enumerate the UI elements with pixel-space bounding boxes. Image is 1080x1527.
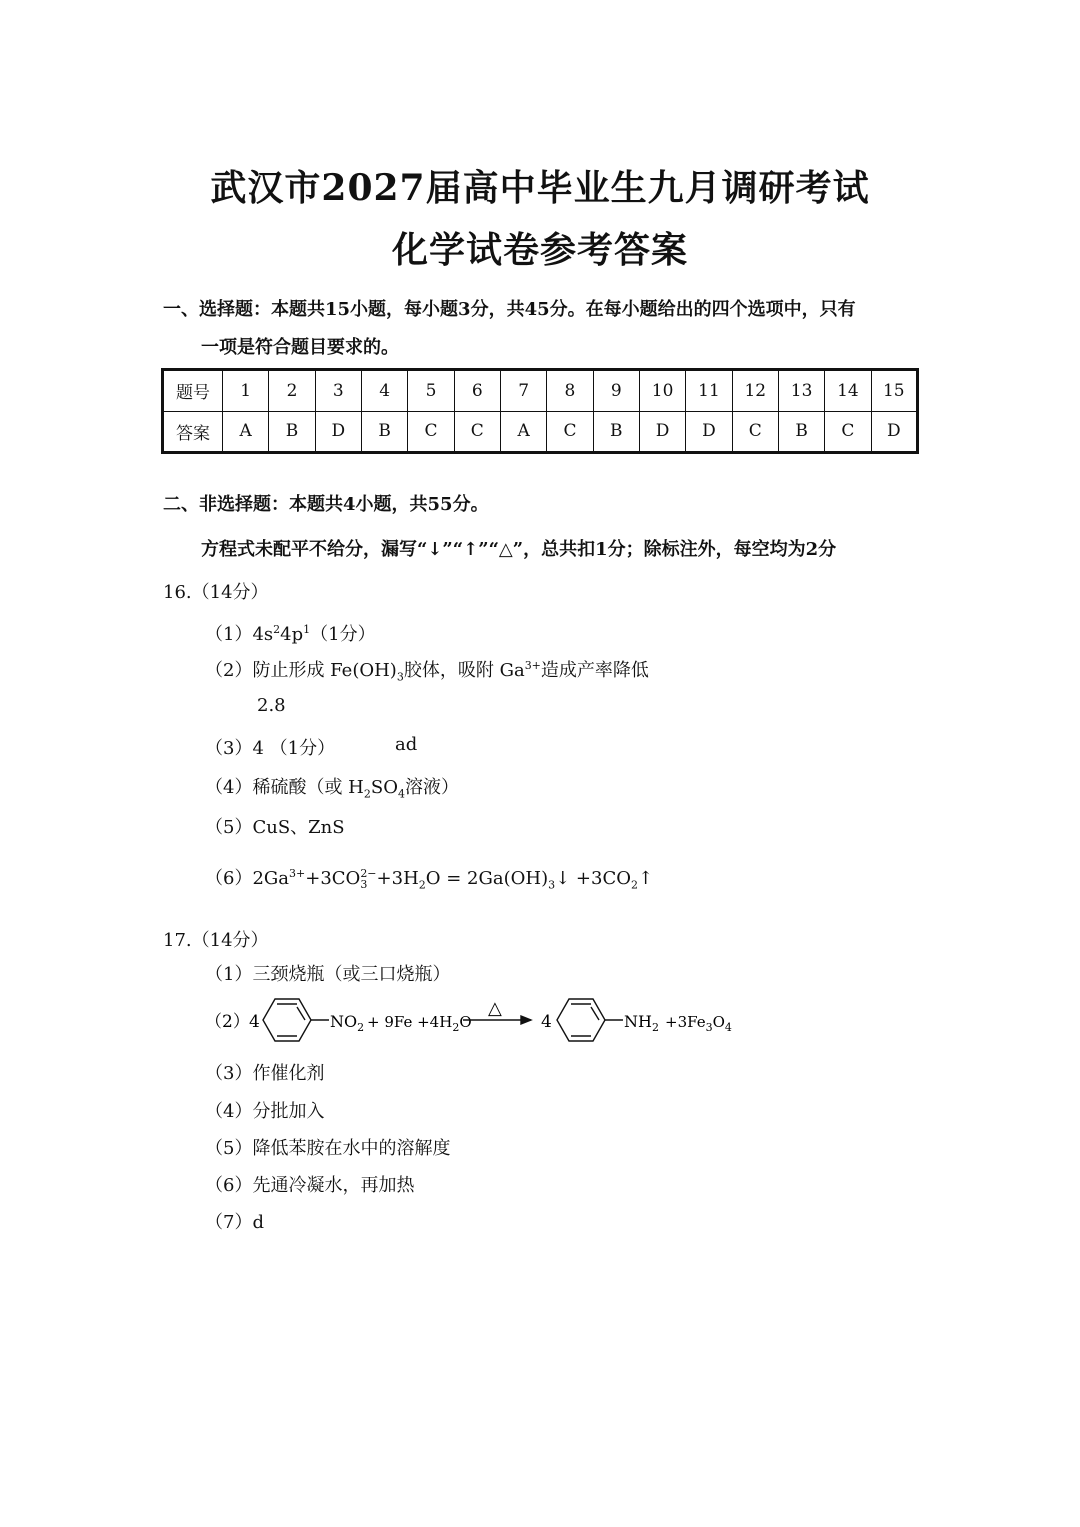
- q16-a2-mid: 胶体，吸附 Ga: [403, 660, 525, 681]
- table-header-cell: 答案: [163, 411, 223, 453]
- benzene-ring-icon: [263, 999, 329, 1041]
- question-number-cell: 13: [778, 370, 824, 412]
- question-number-cell: 6: [454, 370, 500, 412]
- q16-answer-3-extra: ad: [395, 734, 418, 755]
- answer-cell: C: [732, 411, 778, 453]
- rxn-byproduct: $+3Fe_3O_4$: [665, 1013, 732, 1034]
- question-number-cell: 14: [825, 370, 871, 412]
- rxn-label: （2）: [205, 1012, 250, 1032]
- q16-a6-sup2: 2−: [360, 867, 377, 880]
- q16-a6-p2: +3CO: [305, 868, 361, 889]
- question-number-cell: 9: [593, 370, 639, 412]
- table-row: [163, 411, 918, 453]
- q16-a4-pre: （4）稀硫酸（或 H: [205, 777, 364, 798]
- q17-answer-4: （4）分批加入: [205, 1101, 325, 1122]
- q16-a6-p6: ↑: [637, 868, 654, 889]
- q16-a2-sup: 3+: [524, 659, 541, 672]
- q16-a2-post: 造成产率降低: [540, 660, 649, 681]
- q16-answer-4: [205, 773, 459, 799]
- answer-cell: D: [871, 411, 917, 453]
- question-number-cell: 1: [223, 370, 269, 412]
- page-title: 武汉市2027届高中毕业生九月调研考试: [210, 167, 870, 209]
- q17-answer-5: （5）降低苯胺在水中的溶解度: [205, 1138, 451, 1159]
- q16-a4-sub2: 4: [397, 787, 405, 801]
- page-subtitle: 化学试卷参考答案: [391, 229, 688, 271]
- rxn-group2: $NH_2$: [624, 1012, 659, 1034]
- q16-a1-suffix: （1分）: [310, 624, 376, 645]
- answer-cell: C: [454, 411, 500, 453]
- q16-a4-post: 溶液）: [404, 777, 459, 798]
- q16-answer-5: （5）CuS、ZnS: [205, 817, 345, 838]
- q16-a6-label: （6）: [205, 868, 253, 889]
- q16-answer-1: [205, 620, 376, 646]
- question-number-cell: 2: [269, 370, 315, 412]
- rxn-coef2: 4: [541, 1012, 552, 1032]
- answer-cell: A: [223, 411, 269, 453]
- q16-a1-prefix: （1）4s: [205, 624, 274, 645]
- q16-a4-mid: SO: [370, 777, 398, 798]
- rxn-condition: △: [488, 998, 502, 1019]
- q17-answer-7: （7）d: [205, 1212, 264, 1233]
- answer-cell: B: [778, 411, 824, 453]
- q17-answer-6: （6）先通冷凝水，再加热: [205, 1175, 415, 1196]
- q16-a6-p4: O = 2Ga(OH): [425, 868, 549, 889]
- answer-cell: C: [547, 411, 593, 453]
- q17-answer-1: （1）三颈烧瓶（或三口烧瓶）: [205, 964, 451, 985]
- table-row: [163, 370, 918, 412]
- question-number-cell: 15: [871, 370, 917, 412]
- q16-answer-3: （3）4 （1分）: [205, 738, 336, 759]
- q16-a1-mid: 4p: [280, 624, 304, 645]
- question-number-cell: 11: [686, 370, 732, 412]
- q16-a6-p5: ↓ +3CO: [555, 868, 631, 889]
- answer-cell: D: [639, 411, 685, 453]
- answer-cell: D: [315, 411, 361, 453]
- q16-a1-sup1: 2: [273, 623, 281, 636]
- q16-a6-sup1: 3+: [289, 867, 306, 880]
- answer-cell: B: [593, 411, 639, 453]
- rxn-reagents: + $9Fe +4H_2O$: [367, 1013, 472, 1034]
- answer-cell: B: [269, 411, 315, 453]
- question-number-cell: 10: [639, 370, 685, 412]
- section2-heading: 二、非选择题：本题共4小题，共55分。: [163, 494, 489, 515]
- question-number-cell: 3: [315, 370, 361, 412]
- answer-cell: D: [686, 411, 732, 453]
- q16-a6-p1: 2Ga: [252, 868, 290, 889]
- answer-cell: C: [825, 411, 871, 453]
- benzene-ring-icon: [557, 999, 623, 1041]
- q16-a4-sub1: 2: [363, 787, 371, 801]
- q16-a1-sup2: 1: [303, 623, 311, 636]
- q16-a2-sub: 3: [396, 670, 404, 684]
- q16-answer-2-value: 2.8: [257, 695, 286, 716]
- q16-a6-p3: +3H: [376, 868, 419, 889]
- rxn-coef1: 4: [249, 1012, 260, 1032]
- question-number-cell: 4: [361, 370, 407, 412]
- answer-table: [161, 368, 919, 454]
- q16-a6-sub4: 3: [548, 878, 556, 892]
- question-number-cell: 8: [547, 370, 593, 412]
- section2-note: 方程式未配平不给分，漏写“↓”“↑”“△”，总共扣1分；除标注外，每空均为2分: [201, 539, 837, 560]
- rxn-group1: $NO_2$: [330, 1012, 365, 1034]
- question-number-cell: 7: [500, 370, 546, 412]
- q16-a6-sub3: 2: [418, 878, 426, 892]
- section1-heading-line1: 一、选择题：本题共15小题，每小题3分，共45分。在每小题给出的四个选项中，只有: [163, 299, 856, 320]
- answer-cell: A: [500, 411, 546, 453]
- question-number-cell: 5: [408, 370, 454, 412]
- q17-answer-3: （3）作催化剂: [205, 1063, 325, 1084]
- q16-label: 16.（14分）: [163, 582, 269, 603]
- table-header-cell: 题号: [163, 370, 223, 412]
- q16-answer-6: [205, 864, 653, 890]
- question-number-cell: 12: [732, 370, 778, 412]
- section1-heading-line2: 一项是符合题目要求的。: [201, 337, 399, 358]
- answer-cell: C: [408, 411, 454, 453]
- q16-a2-pre: （2）防止形成 Fe(OH): [205, 660, 397, 681]
- q16-a6-sub2: 3: [360, 878, 368, 891]
- reaction-diagram: [205, 990, 765, 1050]
- q17-label: 17.（14分）: [163, 930, 269, 951]
- q16-a6-sub5: 2: [630, 878, 638, 892]
- answer-cell: B: [361, 411, 407, 453]
- q16-answer-2: [205, 656, 649, 682]
- q17-answer-2-reaction: [205, 990, 765, 1050]
